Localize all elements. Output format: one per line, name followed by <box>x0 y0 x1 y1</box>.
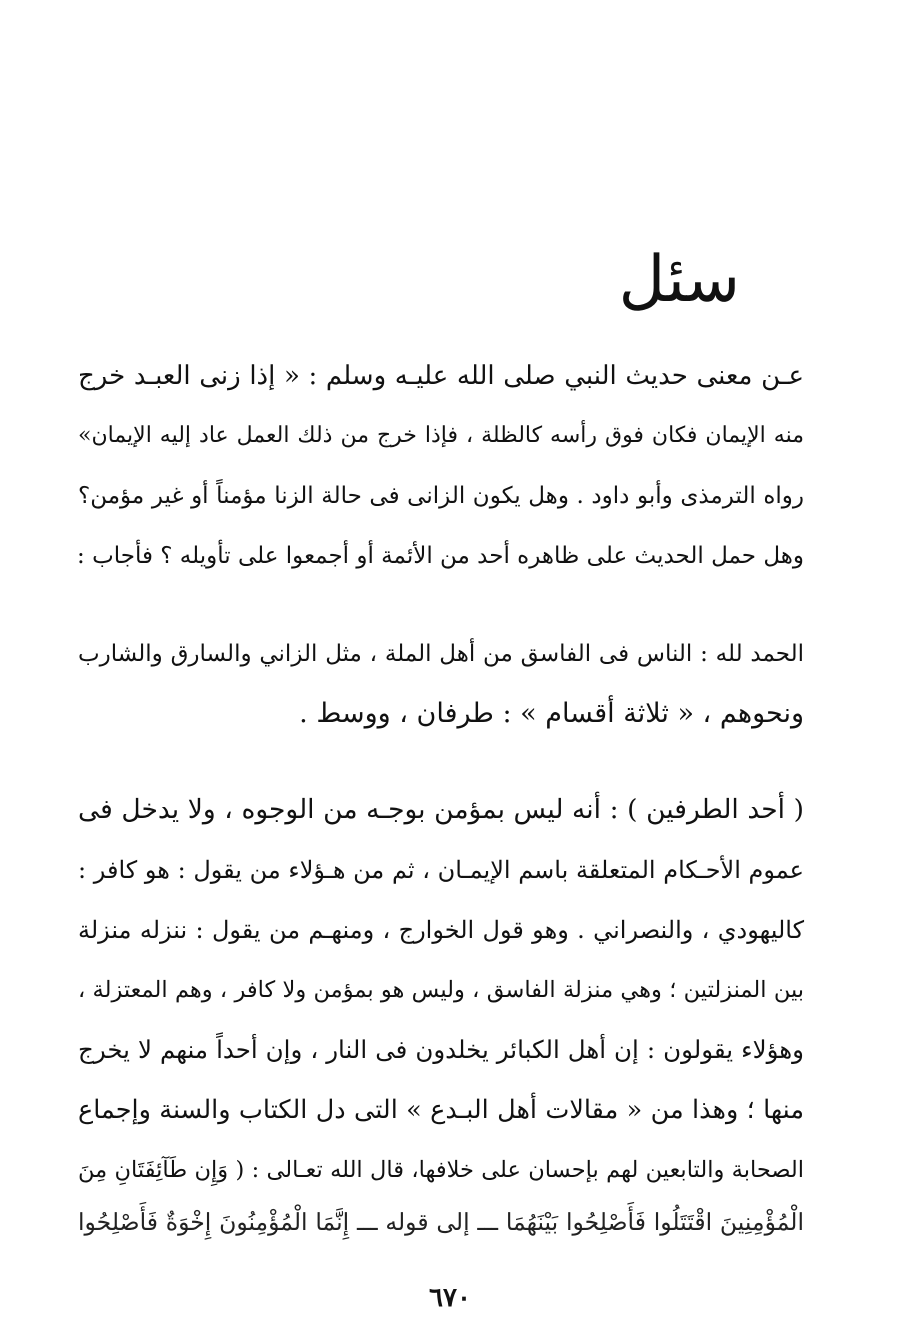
question-line: رواه الترمذى وأبو داود . وهل يكون الزانى فى حالة الزنا مؤمناً أو غير مؤمن؟ <box>78 483 804 509</box>
body-line: الصحابة والتابعين لهم بإحسان على خلافها، قال الله تعـالى : ( وَإِن طَآئِفَتَانِ مِنَ <box>78 1157 804 1183</box>
question-line: منه الإيمان فكان فوق رأسه كالظلة ، فإذا خرج من ذلك العمل عاد إليه الإيمان» <box>78 423 804 448</box>
body-line: ( أحد الطرفين ) : أنه ليس بمؤمن بوجـه من الوجوه ، ولا يدخل فى <box>78 794 804 825</box>
answer-line: ونحوهم ، « ثلاثة أقسام » : طرفان ، ووسط . <box>299 698 804 729</box>
question-line: عـن معنى حديث النبي صلى الله عليـه وسلم : « إذا زنى العبـد خرج <box>78 361 804 391</box>
body-line: منها ؛ وهذا من « مقالات أهل البـدع » التى دل الكتاب والسنة وإجماع <box>78 1095 804 1125</box>
section-heading: سئل <box>618 243 740 317</box>
quran-verse-line: الْمُؤْمِنِينَ اقْتَتَلُوا فَأَصْلِحُوا بَيْنَهُمَا ـــ إلى قوله ـــ إِنَّمَا الْمُؤْمِنُونَ إِخْوَةٌ فَأَصْلِحُوا <box>78 1208 804 1236</box>
body-line: بين المنزلتين ؛ وهي منزلة الفاسق ، وليس هو بمؤمن ولا كافر ، وهم المعتزلة ، <box>78 977 804 1003</box>
page-number: ٦٧٠ <box>429 1283 471 1313</box>
answer-line: الحمد لله : الناس فى الفاسق من أهل الملة ، مثل الزاني والسارق والشارب <box>78 641 804 667</box>
body-line: وهؤلاء يقولون : إن أهل الكبائر يخلدون فى النار ، وإن أحداً منهم لا يخرج <box>78 1035 804 1064</box>
body-line: عموم الأحـكام المتعلقة باسم الإيمـان ، ثم من هـؤلاء من يقول : هو كافر : <box>78 856 804 884</box>
body-line: كاليهودي ، والنصراني . وهو قول الخوارج ، ومنهـم من يقول : ننزله منزلة <box>78 916 804 944</box>
question-line: وهل حمل الحديث على ظاهره أحد من الأئمة أو أجمعوا على تأويله ؟ فأجاب : <box>77 543 804 569</box>
